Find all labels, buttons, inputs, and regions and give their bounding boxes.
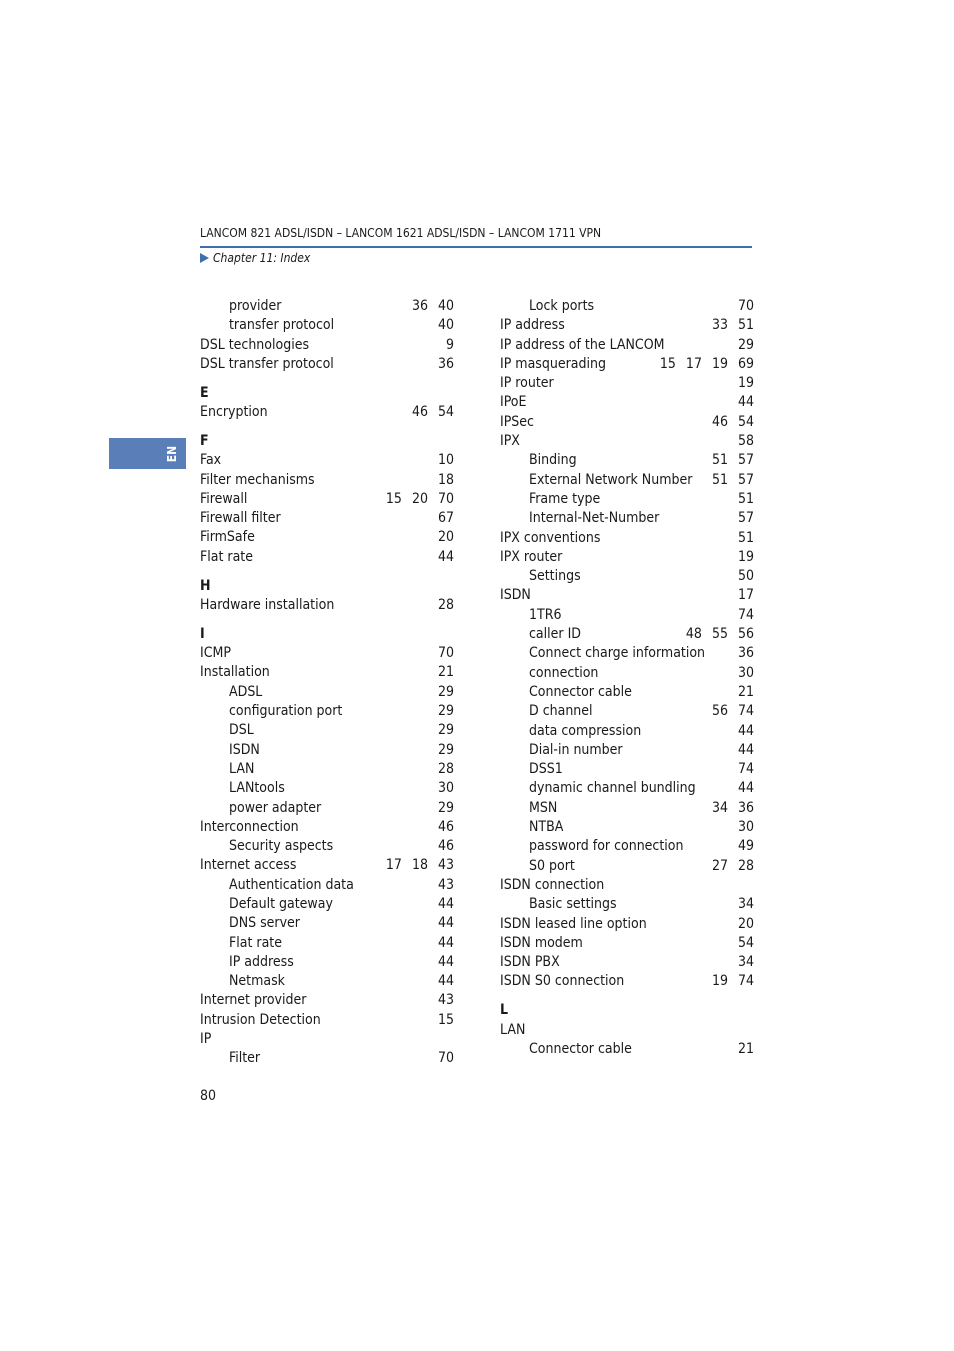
- index-page-refs: 51: [737, 490, 754, 507]
- index-term: FirmSafe: [200, 529, 255, 546]
- index-page-refs: 19: [737, 375, 754, 392]
- index-page-refs: 44: [737, 741, 754, 758]
- index-term: ISDN: [500, 587, 531, 604]
- index-page-refs: 21: [737, 683, 754, 700]
- index-term: NTBA: [529, 819, 564, 836]
- index-page-refs: 48 55 56: [685, 626, 754, 643]
- index-term: ISDN PBX: [500, 954, 560, 971]
- index-subentry: [200, 721, 454, 740]
- index-subentry: [200, 914, 454, 933]
- index-term: DSL technologies: [200, 336, 310, 353]
- index-column-right: [500, 297, 754, 1059]
- index-page-refs: 43: [437, 992, 454, 1009]
- index-subentry: [200, 1049, 454, 1068]
- index-page-refs: 44: [737, 722, 754, 739]
- index-term: E: [200, 384, 209, 401]
- index-term: IPSec: [500, 413, 534, 430]
- index-term: Firewall filter: [200, 510, 281, 527]
- index-term: Lock ports: [529, 298, 595, 314]
- index-term: Settings: [529, 568, 581, 585]
- index-subentry: [200, 316, 454, 335]
- index-page-refs: 36: [437, 355, 454, 372]
- language-tab: [109, 438, 186, 469]
- index-entry: [500, 915, 754, 934]
- index-term: Dial-in number: [529, 741, 623, 758]
- index-subentry: [500, 451, 754, 470]
- index-subentry: [500, 779, 754, 798]
- index-term: LANtools: [229, 780, 285, 797]
- index-term: Binding: [529, 452, 577, 469]
- section-gap: [500, 992, 754, 1002]
- index-subentry: [200, 702, 454, 721]
- index-term: IP router: [500, 375, 554, 392]
- index-term: dynamic channel bundling: [529, 780, 696, 797]
- index-page-refs: 29: [737, 336, 754, 353]
- section-gap: [200, 567, 454, 577]
- index-letter-heading: [200, 432, 454, 451]
- index-letter-heading: [500, 1001, 754, 1020]
- index-entry: [500, 934, 754, 953]
- index-entry: [200, 856, 454, 875]
- index-term: ADSL: [229, 683, 263, 700]
- index-page-refs: 30: [737, 664, 754, 681]
- index-page-refs: 54: [737, 934, 754, 951]
- index-page-refs: 34 36: [711, 799, 754, 816]
- index-subentry: [500, 644, 754, 663]
- index-subentry: [500, 799, 754, 818]
- index-entry: [200, 471, 454, 490]
- language-tab-label: EN: [164, 445, 179, 462]
- index-entry: [500, 316, 754, 335]
- index-letter-heading: [200, 625, 454, 644]
- index-entry: [500, 876, 754, 895]
- index-page-refs: 29: [437, 703, 454, 720]
- index-term: S0 port: [529, 857, 575, 874]
- index-entry: [500, 355, 754, 374]
- index-page-refs: 44: [437, 915, 454, 932]
- index-term: Authentication data: [229, 876, 354, 893]
- index-page-refs: 74: [737, 761, 754, 778]
- index-term: DSL: [229, 722, 254, 739]
- index-term: Internal-Net-Number: [529, 510, 660, 527]
- index-entry: [200, 509, 454, 528]
- index-term: Fax: [200, 452, 222, 469]
- index-subentry: [500, 683, 754, 702]
- index-page-refs: 36 40: [411, 298, 454, 314]
- index-term: ICMP: [200, 645, 231, 662]
- index-page-refs: 9: [445, 336, 454, 353]
- index-term: F: [200, 432, 209, 449]
- index-page-refs: 46 54: [711, 413, 754, 430]
- index-subentry: [200, 799, 454, 818]
- index-page-refs: 67: [437, 510, 454, 527]
- index-term: power adapter: [229, 799, 322, 816]
- index-term: configuration port: [229, 703, 343, 720]
- index-term: L: [500, 1002, 509, 1019]
- index-subentry: [200, 297, 454, 316]
- index-page-refs: 29: [437, 683, 454, 700]
- index-entry: [200, 991, 454, 1010]
- index-term: D channel: [529, 703, 593, 720]
- index-page-refs: 44: [737, 780, 754, 797]
- index-page-refs: 29: [437, 741, 454, 758]
- index-page-refs: 40: [437, 317, 454, 334]
- index-page-refs: 19: [737, 548, 754, 565]
- index-subentry: [500, 490, 754, 509]
- index-column-left: [200, 297, 454, 1069]
- index-entry: [500, 548, 754, 567]
- index-subentry: [500, 702, 754, 721]
- index-subentry: [200, 683, 454, 702]
- index-term: H: [200, 577, 211, 594]
- running-header-title: LANCOM 821 ADSL/ISDN – LANCOM 1621 ADSL/ISDN – LANCOM 1711 VPN: [200, 226, 602, 240]
- index-term: Filter: [229, 1050, 261, 1067]
- index-subentry: [200, 876, 454, 895]
- index-entry: [500, 393, 754, 412]
- index-page-refs: 20: [737, 915, 754, 932]
- index-term: IPX router: [500, 548, 563, 565]
- index-term: IP: [200, 1031, 212, 1048]
- index-page-refs: 15 20 70: [385, 490, 454, 507]
- index-subentry: [200, 953, 454, 972]
- index-term: IPX conventions: [500, 529, 601, 546]
- index-term: Filter mechanisms: [200, 471, 315, 488]
- index-subentry: [500, 625, 754, 644]
- index-page-refs: 46: [437, 818, 454, 835]
- index-term: ISDN leased line option: [500, 915, 647, 932]
- index-term: connection: [529, 664, 599, 681]
- index-page-refs: 30: [737, 819, 754, 836]
- index-page-refs: 29: [437, 722, 454, 739]
- index-term: IP address: [500, 317, 565, 334]
- index-page-refs: 21: [437, 664, 454, 681]
- index-page-refs: 70: [437, 645, 454, 662]
- index-term: LAN: [229, 760, 255, 777]
- index-term: Installation: [200, 664, 270, 681]
- index-term: Flat rate: [200, 548, 253, 565]
- index-page-refs: 33 51: [711, 317, 754, 334]
- index-entry: [500, 432, 754, 451]
- chapter-label: Chapter 11: Index: [213, 251, 311, 265]
- index-page-refs: 51 57: [711, 471, 754, 488]
- index-term: Connector cable: [529, 683, 632, 700]
- index-term: transfer protocol: [229, 317, 335, 334]
- index-subentry: [500, 895, 754, 914]
- index-entry: [200, 451, 454, 470]
- index-term: Internet access: [200, 857, 297, 874]
- index-entry: [200, 355, 454, 374]
- index-term: password for connection: [529, 838, 684, 855]
- index-term: Connector cable: [529, 1040, 632, 1057]
- index-entry: [200, 336, 454, 355]
- index-page-refs: 17: [737, 587, 754, 604]
- index-page-refs: 51 57: [711, 452, 754, 469]
- index-entry: [500, 413, 754, 432]
- index-subentry: [200, 741, 454, 760]
- index-term: ISDN S0 connection: [500, 973, 625, 990]
- index-term: ISDN connection: [500, 876, 605, 893]
- index-entry: [200, 403, 454, 422]
- index-page-refs: 56 74: [711, 703, 754, 720]
- index-page-refs: 44: [437, 548, 454, 565]
- page-number: 80: [200, 1088, 217, 1104]
- index-page-refs: 49: [737, 838, 754, 855]
- index-entry: [200, 1030, 454, 1049]
- index-subentry: [500, 760, 754, 779]
- index-subentry: [200, 972, 454, 991]
- index-term: IPX: [500, 433, 520, 450]
- index-entry: [500, 953, 754, 972]
- index-page-refs: 34: [737, 954, 754, 971]
- index-term: IP masquerading: [500, 355, 606, 372]
- index-term: IPoE: [500, 394, 527, 411]
- index-page-refs: 34: [737, 896, 754, 913]
- index-entry: [200, 596, 454, 615]
- index-subentry: [200, 895, 454, 914]
- index-page-refs: 20: [437, 529, 454, 546]
- index-entry: [500, 972, 754, 991]
- index-term: MSN: [529, 799, 558, 816]
- index-subentry: [500, 664, 754, 683]
- index-term: DSS1: [529, 761, 563, 778]
- header-divider: [200, 246, 752, 248]
- index-term: data compression: [529, 722, 642, 739]
- index-page-refs: 44: [437, 973, 454, 990]
- index-term: LAN: [500, 1021, 526, 1038]
- index-term: DSL transfer protocol: [200, 355, 334, 372]
- index-term: DNS server: [229, 915, 300, 932]
- index-subentry: [500, 471, 754, 490]
- index-entry: [200, 548, 454, 567]
- index-subentry: [500, 722, 754, 741]
- index-subentry: [200, 760, 454, 779]
- index-term: Default gateway: [229, 895, 333, 912]
- index-page-refs: 28: [437, 596, 454, 613]
- index-subentry: [500, 297, 754, 316]
- index-term: provider: [229, 298, 282, 314]
- index-term: IP address: [229, 953, 294, 970]
- index-term: External Network Number: [529, 471, 693, 488]
- index-page-refs: 44: [737, 394, 754, 411]
- index-term: Flat rate: [229, 934, 282, 951]
- index-term: Security aspects: [229, 838, 334, 855]
- index-entry: [200, 663, 454, 682]
- index-page-refs: 46 54: [411, 404, 454, 421]
- index-entry: [200, 1011, 454, 1030]
- index-term: IP address of the LANCOM: [500, 336, 665, 353]
- index-page-refs: 50: [737, 568, 754, 585]
- index-page-refs: 44: [437, 934, 454, 951]
- index-entry: [200, 818, 454, 837]
- index-term: 1TR6: [529, 606, 562, 623]
- index-term: Intrusion Detection: [200, 1011, 321, 1028]
- index-page-refs: 21: [737, 1040, 754, 1057]
- index-page-refs: 15: [437, 1011, 454, 1028]
- index-subentry: [200, 779, 454, 798]
- index-page-refs: 58: [737, 433, 754, 450]
- index-subentry: [500, 567, 754, 586]
- index-entry: [200, 528, 454, 547]
- section-gap: [200, 615, 454, 625]
- index-term: Hardware installation: [200, 596, 335, 613]
- index-page-refs: 30: [437, 780, 454, 797]
- index-page-refs: 70: [437, 1050, 454, 1067]
- index-subentry: [500, 606, 754, 625]
- index-subentry: [500, 1040, 754, 1059]
- index-term: Firewall: [200, 490, 248, 507]
- index-page-refs: 43: [437, 876, 454, 893]
- index-entry: [500, 374, 754, 393]
- index-term: Encryption: [200, 404, 268, 421]
- index-term: Basic settings: [529, 896, 617, 913]
- index-subentry: [200, 837, 454, 856]
- index-entry: [500, 586, 754, 605]
- index-entry: [500, 336, 754, 355]
- section-gap: [200, 374, 454, 384]
- index-page-refs: 19 74: [711, 973, 754, 990]
- index-page-refs: 29: [437, 799, 454, 816]
- index-entry: [200, 490, 454, 509]
- index-term: Frame type: [529, 490, 601, 507]
- index-subentry: [500, 741, 754, 760]
- index-term: ISDN modem: [500, 934, 583, 951]
- index-term: Interconnection: [200, 818, 299, 835]
- index-term: ISDN: [229, 741, 260, 758]
- index-entry: [500, 529, 754, 548]
- index-page-refs: 28: [437, 760, 454, 777]
- index-term: Internet provider: [200, 992, 307, 1009]
- index-term: Connect charge information: [529, 645, 706, 662]
- index-subentry: [200, 934, 454, 953]
- index-page-refs: 27 28: [711, 857, 754, 874]
- index-entry: [500, 1021, 754, 1040]
- index-letter-heading: [200, 577, 454, 596]
- index-subentry: [500, 837, 754, 856]
- triangle-bullet-icon: [200, 253, 209, 263]
- index-subentry: [500, 818, 754, 837]
- index-page-refs: 18: [437, 471, 454, 488]
- index-page-refs: 74: [737, 606, 754, 623]
- index-letter-heading: [200, 384, 454, 403]
- index-page-refs: 17 18 43: [385, 857, 454, 874]
- chapter-breadcrumb: [200, 251, 310, 265]
- index-term: caller ID: [529, 626, 581, 643]
- index-page-refs: 57: [737, 510, 754, 527]
- index-subentry: [500, 509, 754, 528]
- index-page-refs: 46: [437, 838, 454, 855]
- index-page-refs: 44: [437, 895, 454, 912]
- index-page-refs: 44: [437, 953, 454, 970]
- index-term: Netmask: [229, 973, 285, 990]
- index-page-refs: 15 17 19 69: [659, 355, 754, 372]
- index-page-refs: 70: [737, 298, 754, 314]
- index-term: I: [200, 625, 205, 642]
- index-page-refs: 10: [437, 452, 454, 469]
- index-entry: [200, 644, 454, 663]
- index-page-refs: 51: [737, 529, 754, 546]
- index-subentry: [500, 857, 754, 876]
- section-gap: [200, 422, 454, 432]
- index-page-refs: 36: [737, 645, 754, 662]
